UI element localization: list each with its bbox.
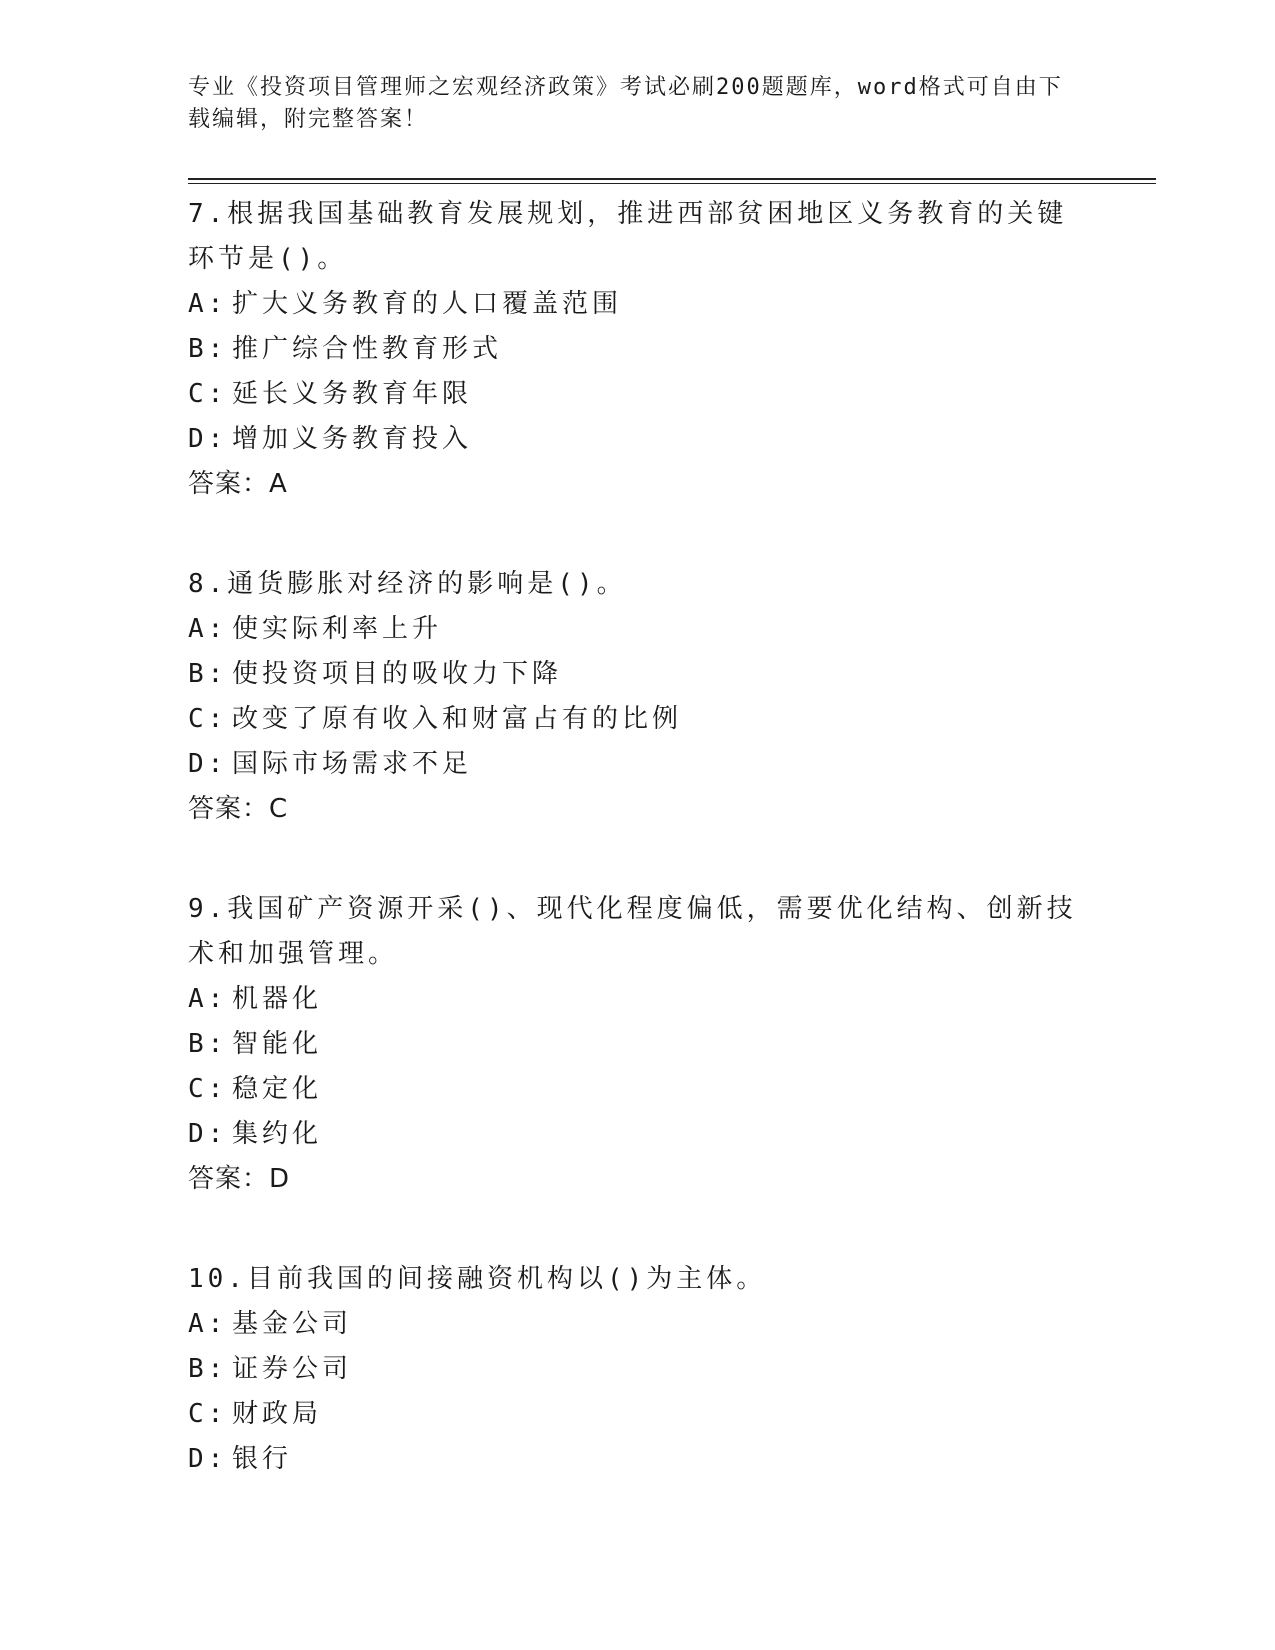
option-text: 增加义务教育投入 [232, 424, 473, 454]
option-c [188, 372, 1088, 417]
option-b [188, 327, 1088, 372]
question-list [188, 190, 1088, 1535]
option-c [188, 1392, 1088, 1437]
option-a [188, 977, 1088, 1022]
option-letter: B: [188, 659, 228, 689]
option-letter: D: [188, 1444, 228, 1474]
option-b [188, 1022, 1088, 1067]
option-text: 基金公司 [232, 1309, 353, 1339]
option-letter: D: [188, 749, 228, 779]
option-text: 财政局 [232, 1399, 323, 1429]
option-letter: A: [188, 614, 228, 644]
option-text: 机器化 [232, 984, 323, 1014]
question-9 [188, 885, 1088, 1202]
option-letter: B: [188, 1029, 228, 1059]
option-text: 使实际利率上升 [232, 614, 443, 644]
option-letter: A: [188, 289, 228, 319]
option-c [188, 697, 1088, 742]
option-text: 延长义务教育年限 [232, 379, 473, 409]
option-letter: D: [188, 424, 228, 454]
answer-line: 答案：A [188, 469, 288, 499]
option-text: 智能化 [232, 1029, 323, 1059]
option-b [188, 1347, 1088, 1392]
option-text: 稳定化 [232, 1074, 323, 1104]
option-text: 银行 [232, 1444, 293, 1474]
answer-line: 答案：D [188, 1164, 291, 1194]
option-letter: C: [188, 379, 228, 409]
option-letter: A: [188, 984, 228, 1014]
question-stem: 9.我国矿产资源开采()、现代化程度偏低，需要优化结构、创新技术和加强管理。 [188, 894, 1077, 969]
header-divider-thin [188, 183, 1156, 184]
question-10 [188, 1255, 1088, 1482]
option-text: 改变了原有收入和财富占有的比例 [232, 704, 683, 734]
option-text: 证券公司 [232, 1354, 353, 1384]
option-letter: C: [188, 1399, 228, 1429]
option-letter: B: [188, 334, 228, 364]
option-a [188, 1302, 1088, 1347]
option-text: 集约化 [232, 1119, 323, 1149]
document-header: 专业《投资项目管理师之宏观经济政策》考试必刷200题题库，word格式可自由下载编辑，附完整答案！ [188, 75, 1063, 132]
option-a [188, 607, 1088, 652]
question-8 [188, 560, 1088, 832]
option-d [188, 1437, 1088, 1482]
question-stem: 10.目前我国的间接融资机构以()为主体。 [188, 1264, 767, 1294]
answer-line: 答案：C [188, 794, 289, 824]
option-d [188, 1112, 1088, 1157]
option-text: 扩大义务教育的人口覆盖范围 [232, 289, 623, 319]
option-letter: B: [188, 1354, 228, 1384]
question-7 [188, 190, 1088, 507]
option-letter: D: [188, 1119, 228, 1149]
option-letter: A: [188, 1309, 228, 1339]
option-letter: C: [188, 1074, 228, 1104]
option-d [188, 417, 1088, 462]
option-c [188, 1067, 1088, 1112]
option-text: 使投资项目的吸收力下降 [232, 659, 563, 689]
option-text: 国际市场需求不足 [232, 749, 473, 779]
option-letter: C: [188, 704, 228, 734]
question-stem: 8.通货膨胀对经济的影响是()。 [188, 569, 627, 599]
option-b [188, 652, 1088, 697]
question-stem: 7.根据我国基础教育发展规划，推进西部贫困地区义务教育的关键环节是()。 [188, 199, 1068, 274]
option-d [188, 742, 1088, 787]
option-text: 推广综合性教育形式 [232, 334, 503, 364]
option-a [188, 282, 1088, 327]
header-divider-thick [188, 178, 1156, 180]
